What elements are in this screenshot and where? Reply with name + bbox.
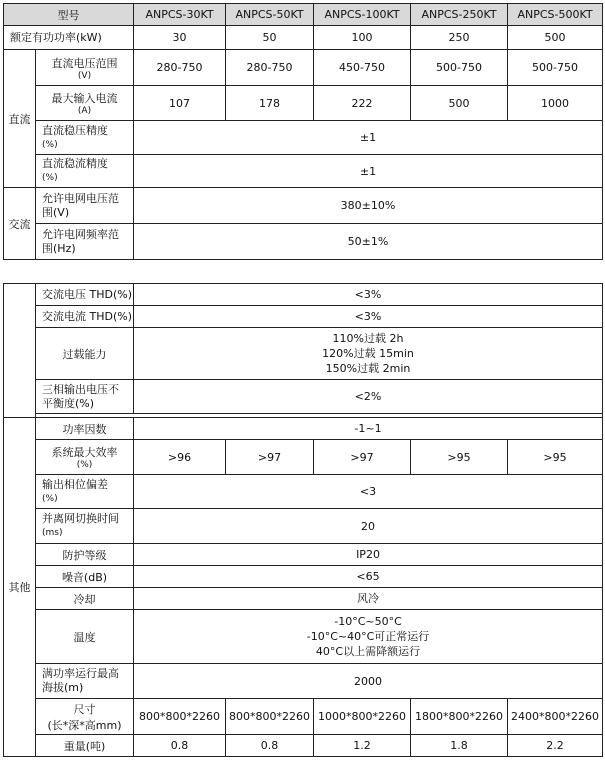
ac-grid-freq-label: 允许电网频率范 [42,227,119,241]
cooling-label: 冷却 [36,588,134,610]
max-efficiency-label: 系统最大效率 [51,446,118,459]
phase-deviation-row [4,475,603,509]
rated-power-value: 50 [226,26,314,50]
imbalance-label: 三相输出电压不 [42,382,119,396]
dc-voltage-precision-value: ±1 [134,121,603,155]
noise-row [4,566,603,588]
overload-line: 120%过载 15min [322,347,414,360]
header-model-100kt: ANPCS-100KT [314,4,411,26]
dc-voltage-precision-unit: (%) [42,139,58,150]
dc-current-value: 178 [226,86,314,121]
dc-voltage-value: 450-750 [314,50,411,86]
switch-time-label: 并离网切换时间 [42,512,119,525]
dc-voltage-precision-label: 直流稳压精度 [42,123,108,137]
overload-value-cell [134,328,603,380]
size-value: 800*800*2260 [134,699,226,735]
size-value: 800*800*2260 [226,699,314,735]
temperature-line: -10°C~40°C可正常运行 [306,630,430,643]
ac-voltage-thd-value: <3% [134,284,603,306]
max-efficiency-label-cell [36,440,134,475]
dc-voltage-label-cell [36,50,134,86]
header-row [4,4,603,26]
dc-voltage-value: 500-750 [508,50,603,86]
ac-current-thd-label: 交流电流 THD(%) [36,306,134,328]
size-label-2: (长*深*高mm) [47,718,122,732]
phase-deviation-label-cell [36,475,134,509]
altitude-label: 满功率运行最高 [42,667,119,680]
size-row [4,699,603,735]
ac-grid-voltage-label-2: 围(V) [42,205,70,219]
dc-category: 直流 [4,50,36,188]
imbalance-label-2: 平衡度(%) [42,396,95,410]
weight-value: 0.8 [134,735,226,757]
header-model: 型号 [4,4,134,26]
max-efficiency-value: >95 [411,440,508,475]
overload-label: 过载能力 [36,328,134,380]
spec-table-top [3,3,603,260]
temperature-row [4,610,603,664]
protection-value: IP20 [134,544,603,566]
dc-current-row [4,86,603,121]
temperature-label: 温度 [36,610,134,664]
max-efficiency-unit: (%) [76,460,93,470]
rated-power-label: 额定有功功率(kW) [4,26,134,50]
dc-current-value: 107 [134,86,226,121]
dc-voltage-unit: (V) [77,70,92,81]
protection-label: 防护等级 [36,544,134,566]
weight-value: 2.2 [508,735,603,757]
max-efficiency-value: >97 [314,440,411,475]
other-category: 其他 [4,418,36,757]
dc-voltage-value: 500-750 [411,50,508,86]
ac-grid-freq-label-2: 围(Hz) [42,241,76,255]
switch-time-label-cell [36,509,134,544]
altitude-label-2: 海拔(m) [42,681,84,694]
max-efficiency-value: >97 [226,440,314,475]
ac-grid-voltage-label-cell [36,188,134,224]
dc-voltage-value: 280-750 [226,50,314,86]
size-label-cell [36,699,134,735]
temperature-value-cell [134,610,603,664]
altitude-label-cell [36,664,134,699]
ac-grid-voltage-value: 380±10% [134,188,603,224]
imbalance-label-cell [36,380,134,414]
size-value: 1800*800*2260 [411,699,508,735]
ac-category: 交流 [4,188,36,260]
dc-current-precision-unit: (%) [42,173,58,183]
overload-line: 150%过载 2min [325,362,411,375]
dc-voltage-precision-label-cell [36,121,134,155]
header-model-50kt: ANPCS-50KT [226,4,314,26]
noise-value: <65 [134,566,603,588]
ac-voltage-thd-label: 交流电压 THD(%) [36,284,134,306]
dc-current-unit: (A) [77,106,92,116]
ac-grid-voltage-row [4,188,603,224]
switch-time-value: 20 [134,509,603,544]
dc-current-precision-label-cell [36,155,134,188]
weight-row [4,735,603,757]
altitude-value: 2000 [134,664,603,699]
protection-row [4,544,603,566]
rated-power-value: 100 [314,26,411,50]
noise-label: 噪音(dB) [36,566,134,588]
dc-current-value: 500 [411,86,508,121]
altitude-row [4,664,603,699]
dc-current-label: 最大输入电流 [51,92,118,105]
ac-voltage-thd-row [4,284,603,306]
size-value: 1000*800*2260 [314,699,411,735]
ac-current-thd-value: <3% [134,306,603,328]
switch-time-row [4,509,603,544]
spec-table-bottom [3,283,603,757]
overload-row [4,328,603,380]
phase-deviation-unit: (%) [42,493,58,504]
dc-current-value: 222 [314,86,411,121]
temperature-line: 40°C以上需降额运行 [315,645,421,658]
header-model-30kt: ANPCS-30KT [134,4,226,26]
header-model-250kt: ANPCS-250KT [411,4,508,26]
max-efficiency-row [4,440,603,475]
imbalance-row [4,380,603,414]
dc-current-value: 1000 [508,86,603,121]
temperature-line: -10°C~50°C [334,615,402,628]
ac-grid-voltage-label: 允许电网电压范 [42,191,119,205]
rated-power-row [4,26,603,50]
ac-grid-freq-value: 50±1% [134,224,603,260]
dc-current-precision-value: ±1 [134,155,603,188]
weight-value: 0.8 [226,735,314,757]
imbalance-value: <2% [134,380,603,414]
power-factor-label: 功率因数 [36,418,134,440]
size-value: 2400*800*2260 [508,699,603,735]
size-label: 尺寸 [73,702,96,716]
rated-power-value: 250 [411,26,508,50]
ac-grid-freq-row [4,224,603,260]
ac-current-thd-row [4,306,603,328]
max-efficiency-value: >96 [134,440,226,475]
max-efficiency-value: >95 [508,440,603,475]
weight-value: 1.8 [411,735,508,757]
dc-voltage-row [4,50,603,86]
dc-current-precision-row [4,155,603,188]
phase-deviation-label: 输出相位偏差 [42,477,108,491]
dc-voltage-precision-row [4,121,603,155]
overload-line: 110%过载 2h [332,332,404,345]
weight-label: 重量(吨) [36,735,134,757]
dc-voltage-value: 280-750 [134,50,226,86]
cooling-value: 风冷 [134,588,603,610]
ac-grid-freq-label-cell [36,224,134,260]
dc-current-label-cell [36,86,134,121]
power-factor-row [4,418,603,440]
rated-power-value: 30 [134,26,226,50]
power-factor-value: -1~1 [134,418,603,440]
cooling-row [4,588,603,610]
rated-power-value: 500 [508,26,603,50]
switch-time-unit: (ms) [42,528,63,538]
dc-voltage-label: 直流电压范围 [51,56,118,70]
weight-value: 1.2 [314,735,411,757]
phase-deviation-value: <3 [134,475,603,509]
header-model-500kt: ANPCS-500KT [508,4,603,26]
dc-current-precision-label: 直流稳流精度 [42,157,108,170]
blank-category [4,284,36,418]
